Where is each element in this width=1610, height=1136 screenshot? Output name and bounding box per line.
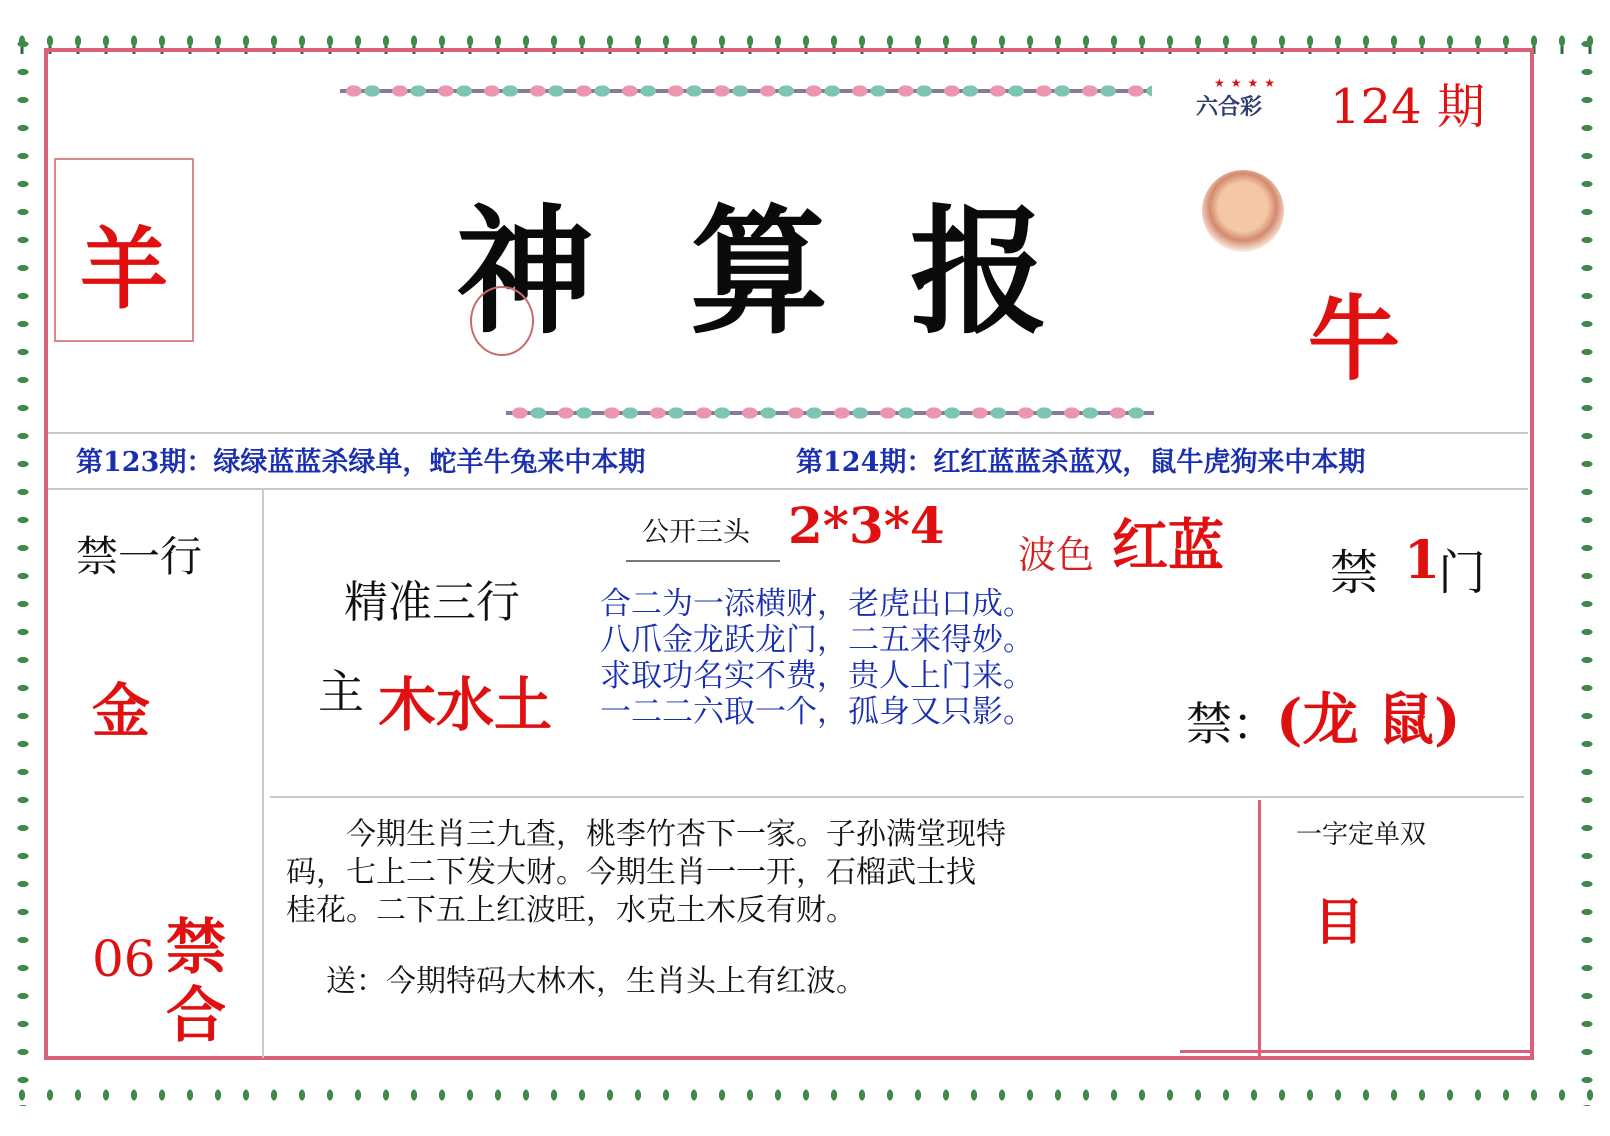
poem-line: 合二为一添横财，老虎出口成。 xyxy=(600,586,1034,622)
wave-value: 红蓝 xyxy=(1112,513,1224,579)
divider xyxy=(270,796,1524,798)
issue-number: 124 期 xyxy=(1330,79,1485,135)
vine-border-right xyxy=(1574,30,1600,1106)
open-heads-label: 公开三头 xyxy=(642,517,750,548)
vine-border-left xyxy=(10,30,36,1106)
poem xyxy=(600,586,1034,730)
divider xyxy=(1258,800,1261,1056)
paragraph-line: 桂花。二下五上红波旺，水克土木反有财。 xyxy=(286,893,856,928)
gift-line: 送：今期特码大林木，生肖头上有红波。 xyxy=(326,964,866,999)
ban-door-number: 1 xyxy=(1404,530,1441,591)
element-gold: 金 xyxy=(92,677,151,745)
underline xyxy=(626,560,780,562)
ban-door-label: 禁 xyxy=(1330,545,1379,601)
ban-he-2: 合 xyxy=(166,981,226,1051)
notice-prev: 第123期：绿绿蓝蓝杀绿单，蛇羊牛兔来中本期 xyxy=(76,447,646,478)
divider xyxy=(1180,1050,1530,1053)
three-rows-label: 精准三行 xyxy=(344,577,520,628)
divider xyxy=(262,490,264,1058)
lottery-logo xyxy=(1196,76,1281,121)
prophecy-paragraph xyxy=(286,816,1246,930)
ban-he-1: 禁 xyxy=(166,913,226,983)
divider xyxy=(48,488,1528,490)
odd-even-value: 目 xyxy=(1314,892,1364,951)
poem-line: 求取功名实不费，贵人上门来。 xyxy=(600,658,1034,694)
portrait-photo xyxy=(1202,170,1284,252)
title-char-3: 报 xyxy=(910,190,1049,353)
poem-line: 八爪金龙跃龙门，二五来得妙。 xyxy=(600,622,1034,658)
ban-zodiac-label: 禁： xyxy=(1186,697,1278,751)
leaf-garland-top xyxy=(340,76,1152,106)
ban-row: 禁一行 xyxy=(76,532,203,581)
logo-stars-icon: ★★★★ xyxy=(1214,76,1282,90)
paragraph-line: 今期生肖三九查，桃李竹杏下一家。子孙满堂现特 xyxy=(286,817,1006,852)
odd-even-label: 一字定单双 xyxy=(1296,820,1427,850)
ban-number: 06 xyxy=(92,930,156,988)
poem-line: 一二二六取一个，孤身又只影。 xyxy=(600,694,1034,730)
ban-door-unit: 门 xyxy=(1438,545,1487,601)
notice-current: 第124期：红红蓝蓝杀蓝双，鼠牛虎狗来中本期 xyxy=(796,447,1366,478)
vine-border-bottom xyxy=(8,1082,1602,1108)
seal-stamp xyxy=(470,286,534,356)
leaf-garland-bottom xyxy=(506,398,1154,428)
title-char-2: 算 xyxy=(690,190,829,353)
divider xyxy=(48,432,1528,434)
left-zodiac: 羊 xyxy=(80,217,169,321)
logo-text: 六合彩 xyxy=(1196,95,1263,120)
ban-zodiac-value: (龙 鼠) xyxy=(1276,687,1461,753)
main-label: 主 xyxy=(318,665,364,719)
paragraph-line: 码，七上二下发大财。今期生肖一一开，石榴武士找 xyxy=(286,855,976,890)
title-char-1: 神 xyxy=(456,190,595,353)
main-value: 木水土 xyxy=(378,671,553,739)
open-heads-value: 2*3*4 xyxy=(788,496,945,555)
wave-label: 波色 xyxy=(1018,533,1095,577)
right-zodiac: 牛 xyxy=(1308,285,1401,393)
